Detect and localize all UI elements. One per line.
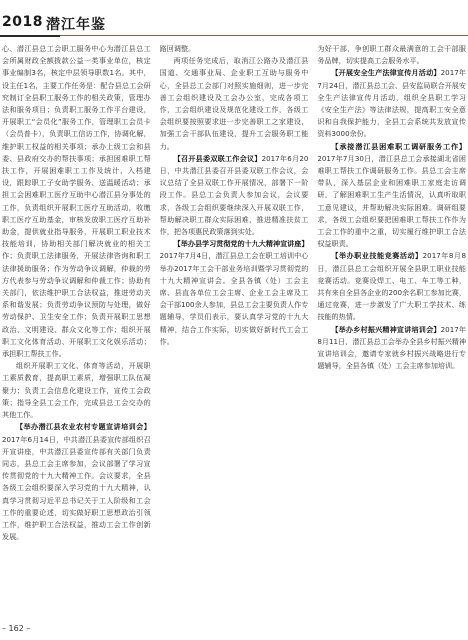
body-paragraph: 两项任务完成后，取消江公路办及潜江县国道、交通事业局、企业职工互助与服务中心，全县总工会部门对照实施细则，进一步完善工会组织建设及工会办公室，完成各项工作，工会组织建设及规范化建设工作，各级工会组织要按照要求进一步完善职工之家建设，加强工会干部队伍建设，提升工会服务职工能力。 — [159, 56, 309, 151]
news-item-body: 2017年7月4日，潜江县总工会在职工培训中心举办2017年工会干部业务培训暨学习贯彻党的十九大精神宣讲会。全县各镇（处）工会主席、县直各单位工会主席、企业工会主席及工会干部100余人参加，县总工会主要负责人作专题辅导，学员们表示，要认真学习党的十九大精神，结合工作实际，切实做好新时代工会工作。 — [159, 251, 309, 346]
text-column-3 — [317, 43, 466, 615]
body-paragraph: 组织开展职工文化、体育等活动，开展职工素质教育，提高职工素质，增强职工队伍凝聚力；负责工会信息化建设工作，宣传工会政策；指导全县工会工作，完成县总工会交办的其他工作。 — [2, 361, 151, 420]
news-item — [160, 238, 309, 348]
news-item — [160, 153, 309, 238]
news-item-heading: 【承接潜江县困难职工调研服务工作】 — [331, 141, 467, 151]
header-divider — [0, 35, 468, 36]
news-item — [317, 141, 466, 251]
body-paragraph: 心、潜江县总工会职工服务中心为潜江县总工会所属财政全额拨款公益一类事业单位，核定事业编制3名，核定中层领导职数1名。其中，设主任1名，主要工作任务是：配合县总工会研究制订全县职工服务工作的相关政策，管理办法和服务项目；负责职工服务工作平台建设，开展职工“会员化”服务工作，管理职工会员卡（会员普卡），负责职工信访工作，协调化解，维护职工权益的相关事项；承办上级工会和县委、县政府交办的帮扶事项；承担困难职工帮扶工作，开展困难职工工作及统计、入档建设，跟踪职工子女助学服务、送温暖活动；承担工会困难职工医疗互助中心潜江县分事处的工作，负责组织开展职工医疗互助活动，收缴职工医疗互助基金，审核发放职工医疗互助补助金，提供就业指导服务，开展职工职业技术技能培训，协助相关部门解决就业的相关工作；负责职工法律服务，开展法律咨询和职工法律援助服务；作为劳动争议调解，仲裁的劳方代表参与劳动争议调解和仲裁工作；协助有关部门，依法维护职工合法权益，推进劳动关系和谐发展；负责劳动争议预防与处理，做好劳动保护、卫生安全工作；负责开展职工思想政治、文明建设、群众文化等工作；组织开展职工文化体育活动、开展职工文化娱乐活动；承担职工帮扶工作。 — [2, 44, 151, 359]
news-item-body: 2017年7月30日，潜江县总工会承接湖北省困难职工帮扶工作调研服务工作。县总工会主席带队，深入基层企业和困难职工家庭走访调研，了解困难职工生产生活情况，认真听取职工意见建议，并帮助解决实际困难。调研组要求，各级工会组织要把困难职工帮扶工作作为工会工作的重中之重，切实履行维护职工合法权益职责。 — [317, 153, 467, 249]
news-item-heading: 【举办潜江县农业农村专题宣讲培训会】 — [16, 422, 151, 432]
news-item-body: 2017年7月24日，潜江县总工会、县安监局联合开展安全生产法律宣传月活动，组织全县职工学习《安全生产法》等法律法规，提高职工安全意识和自我保护能力，全县工会系统共发放宣传资料3000余份。 — [317, 68, 467, 139]
yearbook-year: 2018 — [2, 14, 43, 30]
news-item-heading: 【召开县委双联工作会议】 — [173, 153, 262, 163]
news-item — [2, 421, 151, 543]
news-item-heading: 【举办县学习贯彻党的十九大精神宣讲座】 — [173, 239, 309, 249]
news-item-heading: 【举办职业技能竞赛活动】 — [331, 251, 423, 261]
body-paragraph: 为好干部，争创职工群众最满意的工会干部服务品牌，切实提高工会服务水平。 — [317, 44, 467, 66]
header-accent-bar — [0, 35, 60, 37]
page-number: – 162 – — [2, 624, 31, 633]
text-column-2 — [160, 43, 309, 615]
news-item-body: 2017年6月14日，中共潜江县委宣传部组织召开宣讲座，中共潜江县委宣传部有关部门负责同志，县总工会主席参加，会议部署了学习宣传贯彻党的十九大精神工作。会议要求，全县各级工会组织要深入学习党的十九大精神，认真学习贯彻习近平总书记关于工人阶级和工会工作的重要论述，切实做好职工思想政治引领工作，维护职工合法权益，推动工会工作创新发展。 — [2, 434, 151, 542]
news-item — [317, 324, 466, 373]
news-item — [317, 250, 466, 323]
article-body — [2, 43, 466, 615]
text-column-1 — [2, 43, 151, 615]
news-item — [317, 67, 466, 140]
news-item-body: 2017年8月11日，潜江县总工会举办全县乡村振兴精神宣讲培训会，邀请专家就乡村振兴战略进行专题辅导，全县各镇（处）工会主席参加培训。 — [317, 324, 467, 371]
news-item-heading: 【举办乡村振兴精神宣讲培训会】 — [331, 324, 441, 334]
news-item-body: 2017年6月20日，中共潜江县委召开县委双联工作会议，会议总结了全县双联工作开展情况，部署下一阶段工作。县总工会负责人参加会议，会议要求，各级工会组织要继续深入开展双联工作，帮助解决职工群众实际困难，推进精准扶贫工作，把各项惠民政策落到实处。 — [159, 153, 309, 237]
body-paragraph: 路回调整。 — [159, 44, 196, 53]
page-footer — [0, 622, 468, 640]
news-item-heading: 【开展安全生产法律宣传月活动】 — [331, 68, 441, 78]
news-item-body: 2017年8月8日，潜江县总工会组织开展全县职工职业技能竞赛活动。竞赛设焊工、电工、车工等工种，共有来自全县各企业的200余名职工参加比赛，通过竞赛，进一步激发了广大职工学技术、练技能的热情。 — [317, 251, 467, 322]
yearbook-title: 潜江年鉴 — [46, 17, 106, 33]
page-header — [0, 0, 468, 32]
